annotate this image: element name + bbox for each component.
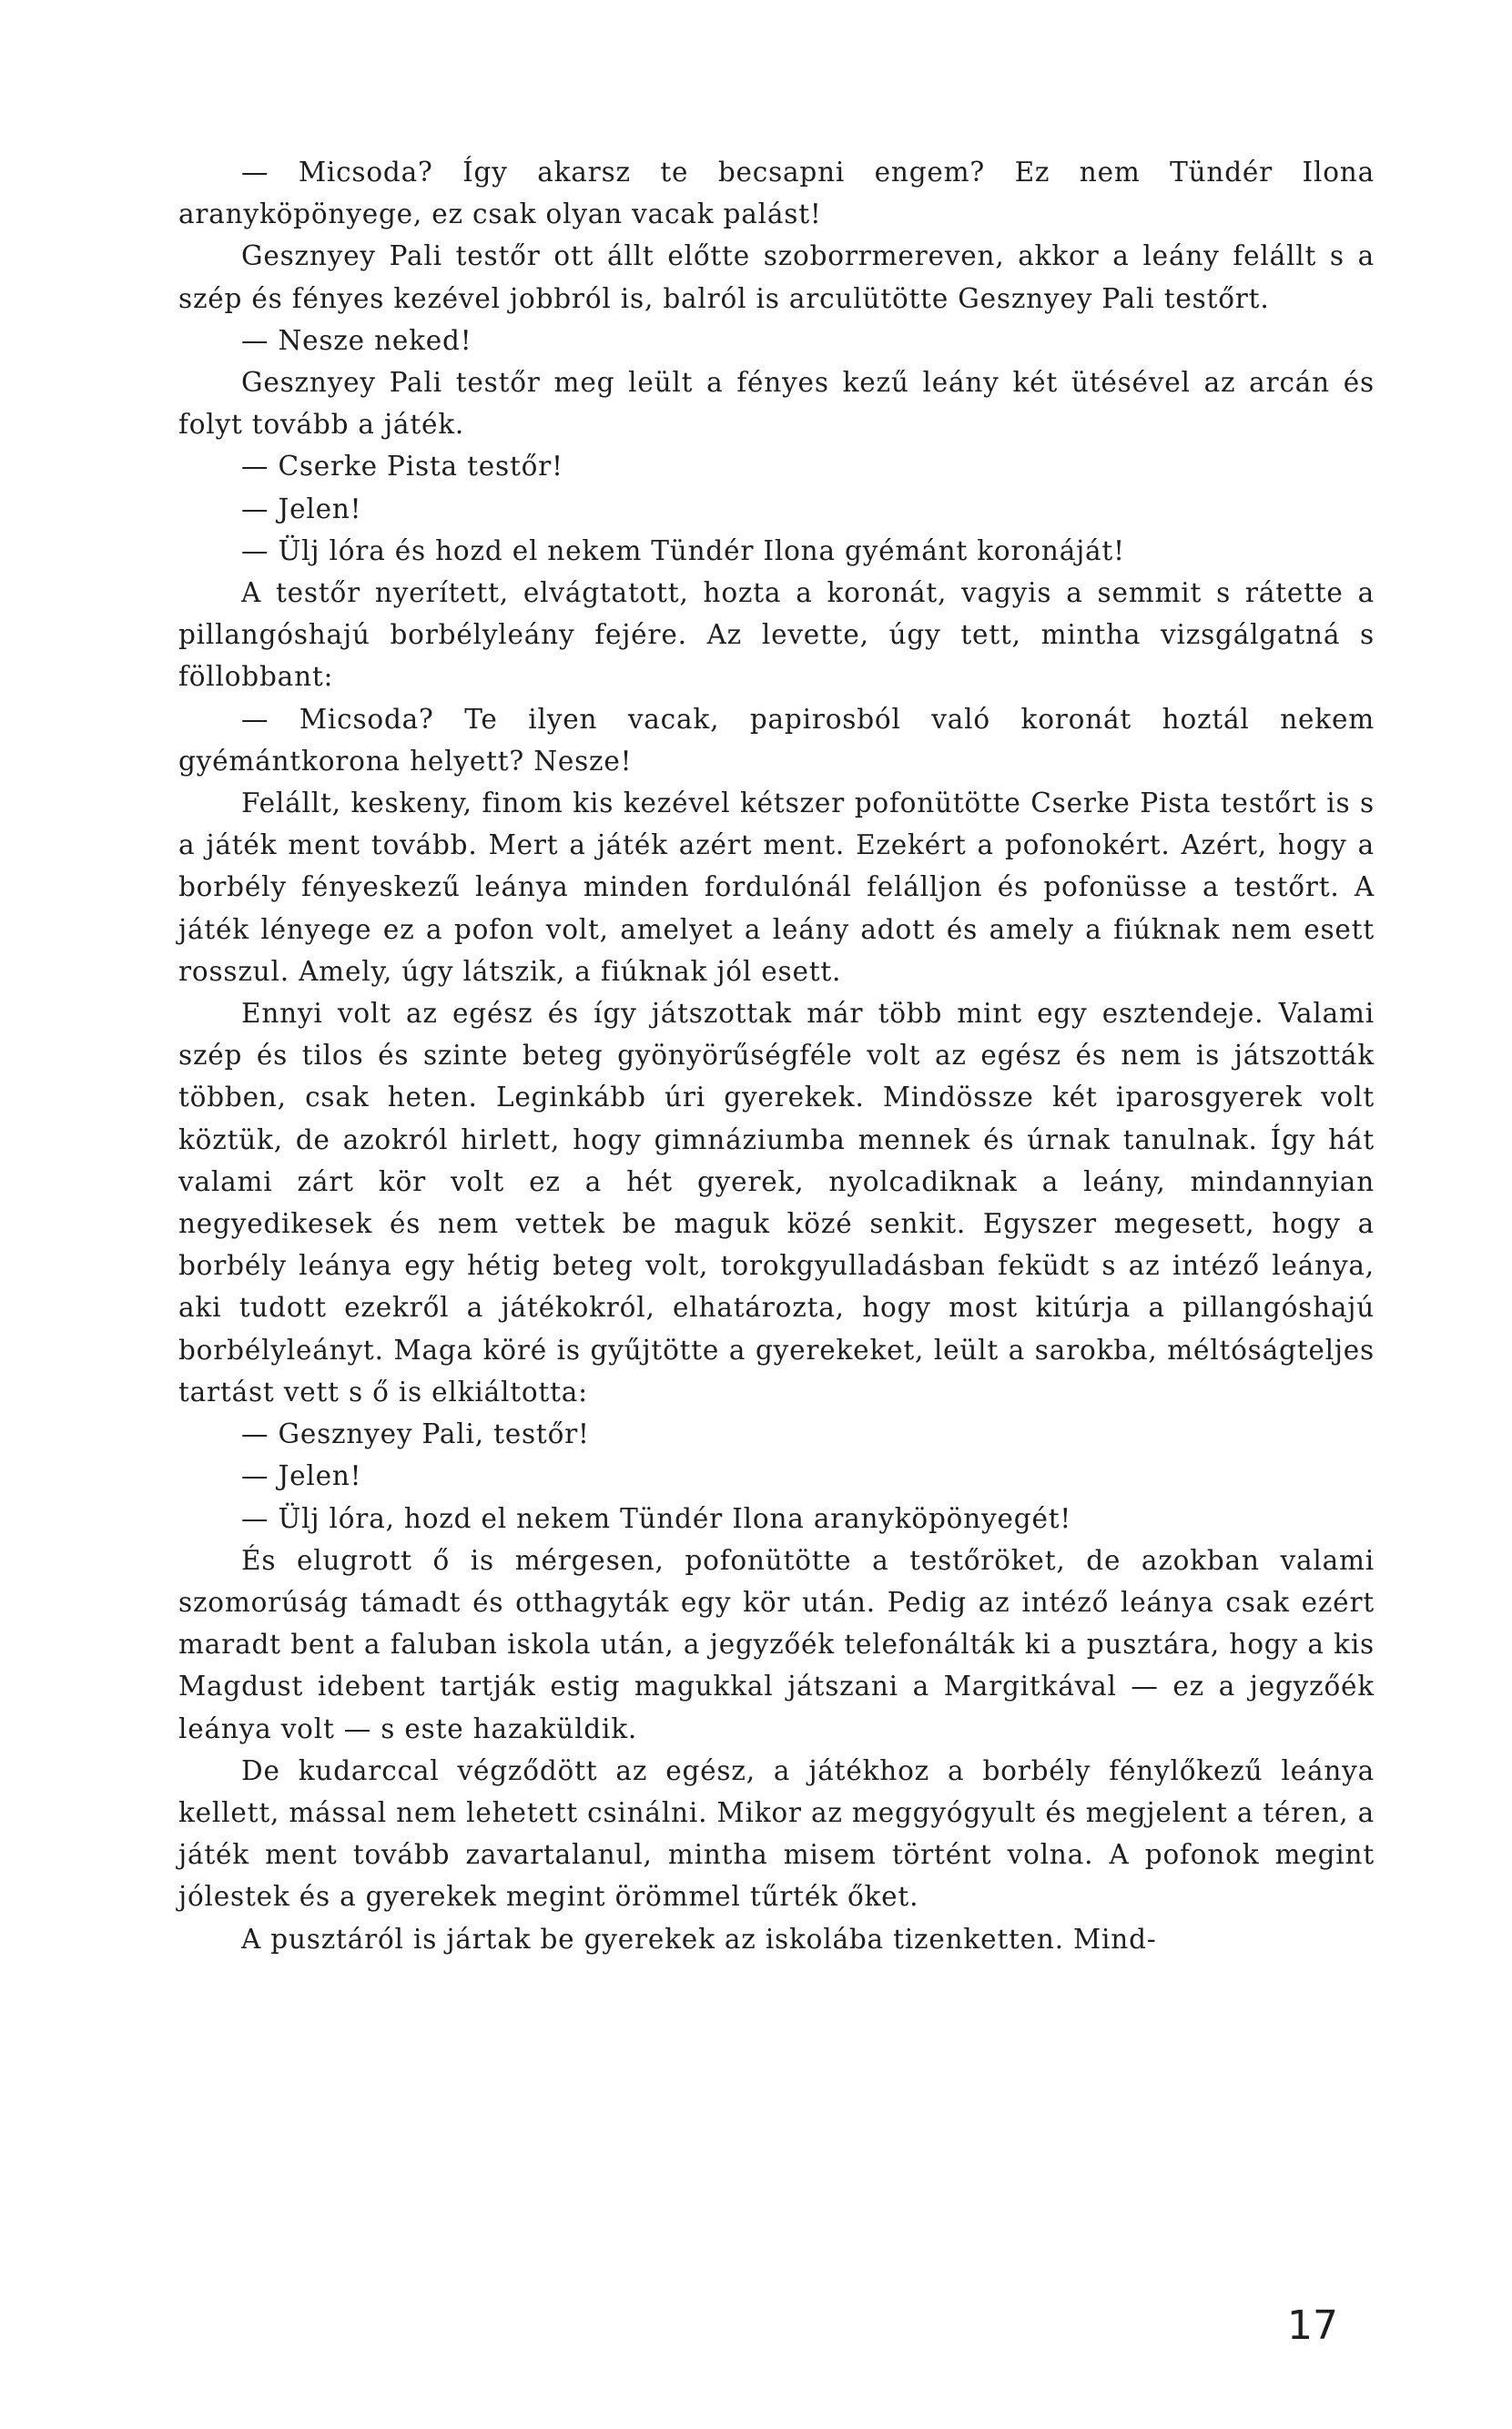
paragraph: — Gesznyey Pali, testőr! — [241, 1418, 590, 1450]
paragraph: — Ülj lóra, hozd el nekem Tündér Ilona aranyköpönyegét! — [241, 1502, 1072, 1534]
paragraph: — Ülj lóra és hozd el nekem Tündér Ilona gyémánt koronáját! — [241, 534, 1125, 566]
paragraph: A testőr nyerített, elvágtatott, hozta a koronát, vagyis a semmit s rátette a pillangóshajú borbélyleány fejére. Az levette, úgy tett, mintha vizsgálgatná s föllobbant: — [178, 577, 1375, 693]
paragraph: És elugrott ő is mérgesen, pofonütötte a testőröket, de azokban valami szomorúság támadt és otthagyták egy kör után. Pedig az intéző leánya csak ezért maradt bent a faluban iskola után, a jegyzőék telefonálták ki a pusztára, hogy a kis Magdust idebent tartják estig magukkal játszani a Margitkával — ez a jegyzőék leánya volt — s este hazaküldik. — [178, 1544, 1375, 1744]
paragraph: Felállt, keskeny, finom kis kezével kétszer pofonütötte Cserke Pista testőrt is s a játék ment tovább. Mert a játék azért ment. Ezekért a pofonokért. Azért, hogy a borbély fényeskezű leánya minden fordulónál felálljon és pofonüsse a testőrt. A játék lényege ez a pofon volt, amelyet a leány adott és amely a fiúknak nem esett rosszul. Amely, úgy látszik, a fiúknak jól esett. — [178, 788, 1375, 987]
paragraph: Gesznyey Pali testőr ott állt előtte szoborrmereven, akkor a leány felállt s a szép és fényes kezével jobbról is, balról is arculütötte Gesznyey Pali testőrt. — [178, 240, 1375, 314]
paragraph: — Nesze neked! — [241, 324, 472, 356]
paragraph: — Jelen! — [241, 1460, 362, 1492]
paragraph: — Micsoda? Te ilyen vacak, papirosból való koronát hoztál nekem gyémántkorona helyett? Nesze! — [178, 703, 1375, 777]
paragraph: Ennyi volt az egész és így játszottak már több mint egy esztendeje. Valami szép és tilos és szinte beteg gyönyörűségféle volt az egész és nem is játszották többen, csak heten. Leginkább úri gyerekek. Mindössze két iparosgyerek volt köztük, de azokról hirlett, hogy gimnáziumba mennek és úrnak tanulnak. Így hát valami zárt kör volt ez a hét gyerek, nyolcadiknak a leány, mindannyian negyedikesek és nem vettek be maguk közé senkit. Egyszer megesett, hogy a borbély leánya egy hétig beteg volt, torokgyulladásban feküdt s az intéző leánya, aki tudott ezekről a játékokról, elhatározta, hogy most kitúrja a pillangóshajú borbélyleányt. Maga köré is gyűjtötte a gyerekeket, leült a sarokba, méltóságteljes tartást vett s ő is elkiáltotta: — [178, 998, 1375, 1408]
paragraph: A pusztáról is jártak be gyerekek az iskolába tizenketten. Mind- — [241, 1923, 1157, 1955]
paragraph: — Jelen! — [241, 493, 362, 524]
page-number: 17 — [1287, 2302, 1338, 2349]
body-text — [178, 151, 1375, 1960]
paragraph: Gesznyey Pali testőr meg leült a fényes kezű leány két ütésével az arcán és folyt tovább a játék. — [178, 367, 1375, 441]
paragraph: — Micsoda? Így akarsz te becsapni engem? Ez nem Tündér Ilona aranyköpönyege, ez csak olyan vacak palást! — [178, 157, 1375, 230]
paragraph: — Cserke Pista testőr! — [241, 451, 563, 483]
paragraph: De kudarccal végződött az egész, a játékhoz a borbély fénylőkezű leánya kellett, mással nem lehetett csinálni. Mikor az meggyógyult és megjelent a téren, a játék ment tovább zavartalanul, mintha misem történt volna. A pofonok megint jólestek és a gyerekek megint örömmel tűrték őket. — [178, 1754, 1375, 1913]
